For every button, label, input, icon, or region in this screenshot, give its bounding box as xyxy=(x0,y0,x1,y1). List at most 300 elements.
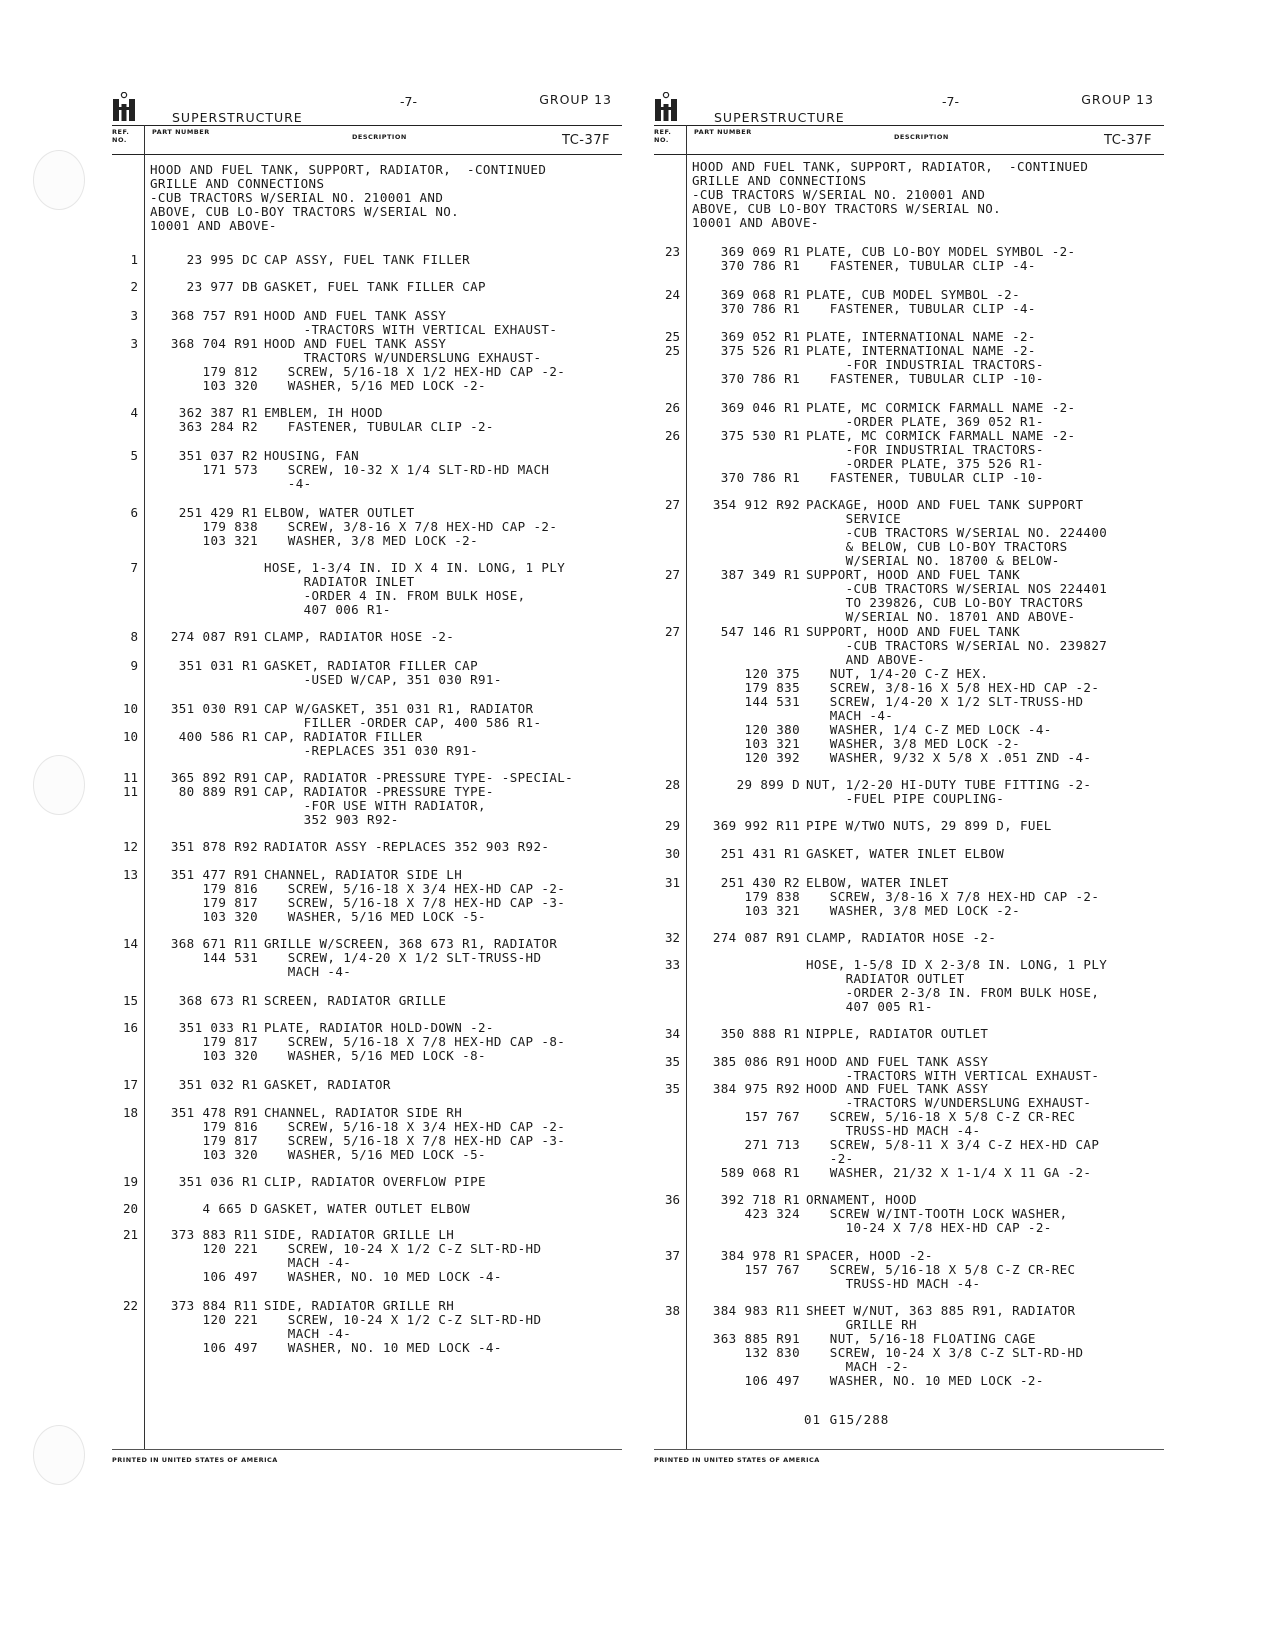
part-description: HOOD AND FUEL TANK ASSY xyxy=(264,308,447,323)
ref-number: 27 xyxy=(664,567,680,582)
left-parts-column xyxy=(112,88,622,1464)
part-description: 352 903 R92- xyxy=(264,812,399,827)
part-description: SCREW, 10-24 X 1/2 C-Z SLT-RD-HD xyxy=(264,1312,542,1327)
part-number: 144 531 xyxy=(202,950,258,965)
part-description: HOSE, 1-5/8 ID X 2-3/8 IN. LONG, 1 PLY xyxy=(806,957,1108,972)
part-number: 370 786 R1 xyxy=(720,470,800,485)
ref-number: 22 xyxy=(122,1298,138,1313)
part-description: MACH -4- xyxy=(806,708,894,723)
part-number: 271 713 xyxy=(744,1137,800,1152)
part-number: 373 884 R11 xyxy=(170,1298,258,1313)
part-description: -CUB TRACTORS W/SERIAL NO. 224400 xyxy=(806,525,1108,540)
part-number: 120 221 xyxy=(202,1312,258,1327)
part-description: SCREW, 5/16-18 X 7/8 HEX-HD CAP -3- xyxy=(264,1133,566,1148)
part-number: 103 321 xyxy=(744,736,800,751)
part-number: 369 069 R1 xyxy=(720,244,800,259)
part-number: 103 320 xyxy=(202,1147,258,1162)
intro-line: HOOD AND FUEL TANK, SUPPORT, RADIATOR, -CONTINUED xyxy=(692,159,1089,174)
section-title: SUPERSTRUCTURE xyxy=(714,110,845,125)
part-number: 251 431 R1 xyxy=(720,846,800,861)
ref-number: 1 xyxy=(130,252,138,267)
ref-number: 25 xyxy=(664,343,680,358)
part-description: -CUB TRACTORS W/SERIAL NO. 239827 xyxy=(806,638,1108,653)
ref-number: 31 xyxy=(664,875,680,890)
part-number: 103 321 xyxy=(202,533,258,548)
ref-number: 19 xyxy=(122,1174,138,1189)
part-description: PLATE, CUB MODEL SYMBOL -2- xyxy=(806,287,1020,302)
part-description: EMBLEM, IH HOOD xyxy=(264,405,383,420)
ref-number: 8 xyxy=(130,629,138,644)
ref-number: 10 xyxy=(122,701,138,716)
intro-line: HOOD AND FUEL TANK, SUPPORT, RADIATOR, -CONTINUED xyxy=(150,162,547,177)
ref-number: 12 xyxy=(122,839,138,854)
part-description: WASHER, 5/16 MED LOCK -5- xyxy=(264,909,486,924)
part-description: SCREW, 5/16-18 X 7/8 HEX-HD CAP -3- xyxy=(264,895,566,910)
part-description: -FOR INDUSTRIAL TRACTORS- xyxy=(806,357,1044,372)
page-number: -7- xyxy=(942,94,959,109)
ref-number: 2 xyxy=(130,279,138,294)
part-number: 368 673 R1 xyxy=(178,993,258,1008)
part-description: TRUSS-HD MACH -4- xyxy=(806,1123,981,1138)
ref-number: 30 xyxy=(664,846,680,861)
page-number: -7- xyxy=(400,94,417,109)
part-description: CLAMP, RADIATOR HOSE -2- xyxy=(264,629,455,644)
part-description: ELBOW, WATER INLET xyxy=(806,875,949,890)
part-number: 351 878 R92 xyxy=(170,839,258,854)
part-description: CHANNEL, RADIATOR SIDE RH xyxy=(264,1105,463,1120)
header-rule xyxy=(112,125,622,126)
ref-number: 3 xyxy=(130,308,138,323)
part-number: 179 817 xyxy=(202,1034,258,1049)
part-description: NUT, 1/4-20 C-Z HEX. xyxy=(806,666,989,681)
part-number: 369 046 R1 xyxy=(720,400,800,415)
part-number: 351 032 R1 xyxy=(178,1077,258,1092)
part-description: SIDE, RADIATOR GRILLE LH xyxy=(264,1227,455,1242)
ref-number: 13 xyxy=(122,867,138,882)
part-description: -TRACTORS WITH VERTICAL EXHAUST- xyxy=(264,322,558,337)
part-description: FASTENER, TUBULAR CLIP -10- xyxy=(806,470,1044,485)
ref-number: 11 xyxy=(122,784,138,799)
part-description: CAP, RADIATOR FILLER xyxy=(264,729,423,744)
part-number: 23 995 DC xyxy=(186,252,258,267)
part-description: WASHER, NO. 10 MED LOCK -2- xyxy=(806,1373,1044,1388)
part-description: WASHER, 3/8 MED LOCK -2- xyxy=(806,903,1020,918)
part-number: 157 767 xyxy=(744,1109,800,1124)
part-description: WASHER, NO. 10 MED LOCK -4- xyxy=(264,1269,502,1284)
part-description: SCREW, 5/16-18 X 5/8 C-Z CR-REC xyxy=(806,1109,1076,1124)
part-description: ELBOW, WATER OUTLET xyxy=(264,505,415,520)
part-number: 369 992 R11 xyxy=(712,818,800,833)
part-number: 274 087 R91 xyxy=(170,629,258,644)
header-rule xyxy=(654,125,1164,126)
header-rule xyxy=(654,154,1164,155)
ref-number: 18 xyxy=(122,1105,138,1120)
part-description: MACH -4- xyxy=(264,1255,352,1270)
ih-logo-icon xyxy=(654,92,678,122)
intro-line: ABOVE, CUB LO-BOY TRACTORS W/SERIAL NO. xyxy=(150,204,460,219)
part-description: W/SERIAL NO. 18700 & BELOW- xyxy=(806,553,1060,568)
part-number: 363 885 R91 xyxy=(712,1331,800,1346)
part-number: 120 380 xyxy=(744,722,800,737)
part-description: CAP W/GASKET, 351 031 R1, RADIATOR xyxy=(264,701,534,716)
part-description: 407 006 R1- xyxy=(264,602,391,617)
part-description: SIDE, RADIATOR GRILLE RH xyxy=(264,1298,455,1313)
part-description: PLATE, INTERNATIONAL NAME -2- xyxy=(806,343,1036,358)
part-description: CAP, RADIATOR -PRESSURE TYPE- xyxy=(264,784,494,799)
part-description: SCREW, 5/16-18 X 3/4 HEX-HD CAP -2- xyxy=(264,881,566,896)
group-label: GROUP 13 xyxy=(1081,92,1154,107)
part-description: PLATE, INTERNATIONAL NAME -2- xyxy=(806,329,1036,344)
part-description: SCREW, 5/16-18 X 1/2 HEX-HD CAP -2- xyxy=(264,364,566,379)
part-number: 369 068 R1 xyxy=(720,287,800,302)
part-description: MACH -2- xyxy=(806,1359,910,1374)
part-number: 384 978 R1 xyxy=(720,1248,800,1263)
ref-number: 38 xyxy=(664,1303,680,1318)
part-description: CAP ASSY, FUEL TANK FILLER xyxy=(264,252,471,267)
part-description: HOUSING, FAN xyxy=(264,448,360,463)
part-number: 589 068 R1 xyxy=(720,1165,800,1180)
ih-logo-icon xyxy=(112,92,136,122)
group-label: GROUP 13 xyxy=(539,92,612,107)
column-divider xyxy=(686,154,687,1449)
model-code: TC-37F xyxy=(1104,133,1152,148)
ref-number: 11 xyxy=(122,770,138,785)
ref-number: 35 xyxy=(664,1054,680,1069)
part-number: 29 899 D xyxy=(736,777,800,792)
part-description: -REPLACES 351 030 R91- xyxy=(264,743,478,758)
part-description: -2- xyxy=(806,1151,854,1166)
part-number: 171 573 xyxy=(202,462,258,477)
page-header xyxy=(654,88,1164,152)
part-description: SPACER, HOOD -2- xyxy=(806,1248,933,1263)
part-description: HOOD AND FUEL TANK ASSY xyxy=(806,1054,989,1069)
part-description: SCREW, 1/4-20 X 1/2 SLT-TRUSS-HD xyxy=(806,694,1084,709)
part-description: CAP, RADIATOR -PRESSURE TYPE- -SPECIAL- xyxy=(264,770,574,785)
part-description: -4- xyxy=(264,476,312,491)
part-description: MACH -4- xyxy=(264,964,352,979)
part-description: SCREW, 10-24 X 1/2 C-Z SLT-RD-HD xyxy=(264,1241,542,1256)
part-description: GRILLE W/SCREEN, 368 673 R1, RADIATOR xyxy=(264,936,558,951)
part-number: 384 975 R92 xyxy=(712,1081,800,1096)
printed-footer: PRINTED IN UNITED STATES OF AMERICA xyxy=(112,1456,278,1464)
part-number: 368 704 R91 xyxy=(170,336,258,351)
ref-number: 17 xyxy=(122,1077,138,1092)
part-description: GASKET, RADIATOR xyxy=(264,1077,391,1092)
part-description: RADIATOR ASSY -REPLACES 352 903 R92- xyxy=(264,839,550,854)
part-number: 103 321 xyxy=(744,903,800,918)
column-divider xyxy=(144,125,145,154)
part-number: 351 036 R1 xyxy=(178,1174,258,1189)
part-number: 362 387 R1 xyxy=(178,405,258,420)
ref-number: 21 xyxy=(122,1227,138,1242)
part-number: 363 284 R2 xyxy=(178,419,258,434)
part-number: 103 320 xyxy=(202,909,258,924)
binder-hole xyxy=(33,755,85,815)
part-number: 392 718 R1 xyxy=(720,1192,800,1207)
ref-number: 16 xyxy=(122,1020,138,1035)
part-description: -ORDER 2-3/8 IN. FROM BULK HOSE, xyxy=(806,985,1100,1000)
ref-number: 27 xyxy=(664,497,680,512)
ref-number: 29 xyxy=(664,818,680,833)
part-description: SUPPORT, HOOD AND FUEL TANK xyxy=(806,567,1020,582)
part-description: CHANNEL, RADIATOR SIDE LH xyxy=(264,867,463,882)
ref-number: 28 xyxy=(664,777,680,792)
part-number-heading: PART NUMBER xyxy=(152,128,210,136)
part-description: GASKET, RADIATOR FILLER CAP xyxy=(264,658,478,673)
part-number: 179 835 xyxy=(744,680,800,695)
part-description: RADIATOR OUTLET xyxy=(806,971,965,986)
part-number: 375 526 R1 xyxy=(720,343,800,358)
part-description: WASHER, 21/32 X 1-1/4 X 11 GA -2- xyxy=(806,1165,1092,1180)
ref-number: 15 xyxy=(122,993,138,1008)
page-header xyxy=(112,88,622,152)
part-description: HOOD AND FUEL TANK ASSY xyxy=(264,336,447,351)
part-description: PLATE, RADIATOR HOLD-DOWN -2- xyxy=(264,1020,494,1035)
part-number: 385 086 R91 xyxy=(712,1054,800,1069)
part-description: WASHER, 9/32 X 5/8 X .051 ZND -4- xyxy=(806,750,1092,765)
ref-number: 34 xyxy=(664,1026,680,1041)
part-description: WASHER, 5/16 MED LOCK -5- xyxy=(264,1147,486,1162)
part-description: NUT, 5/16-18 FLOATING CAGE xyxy=(806,1331,1036,1346)
part-number: 387 349 R1 xyxy=(720,567,800,582)
part-number: 251 430 R2 xyxy=(720,875,800,890)
part-description: GASKET, WATER INLET ELBOW xyxy=(806,846,1005,861)
ref-number: 3 xyxy=(130,336,138,351)
description-heading: DESCRIPTION xyxy=(352,133,407,141)
part-description: SCREW, 5/16-18 X 5/8 C-Z CR-REC xyxy=(806,1262,1076,1277)
part-description: SCREW, 3/8-16 X 7/8 HEX-HD CAP -2- xyxy=(264,519,558,534)
part-description: WASHER, 3/8 MED LOCK -2- xyxy=(264,533,478,548)
part-description: SCREW, 1/4-20 X 1/2 SLT-TRUSS-HD xyxy=(264,950,542,965)
part-number: 179 817 xyxy=(202,895,258,910)
part-number: 370 786 R1 xyxy=(720,371,800,386)
part-description: CLAMP, RADIATOR HOSE -2- xyxy=(806,930,997,945)
part-description: -FUEL PIPE COUPLING- xyxy=(806,791,1005,806)
part-description: PLATE, MC CORMICK FARMALL NAME -2- xyxy=(806,400,1076,415)
part-description: SCREW, 3/8-16 X 7/8 HEX-HD CAP -2- xyxy=(806,889,1100,904)
part-description: WASHER, NO. 10 MED LOCK -4- xyxy=(264,1340,502,1355)
part-number: 179 812 xyxy=(202,364,258,379)
part-description: FASTENER, TUBULAR CLIP -4- xyxy=(806,258,1036,273)
part-number: 368 671 R11 xyxy=(170,936,258,951)
part-number: 179 838 xyxy=(744,889,800,904)
part-description: SCREW, 5/16-18 X 7/8 HEX-HD CAP -8- xyxy=(264,1034,566,1049)
part-description: NUT, 1/2-20 HI-DUTY TUBE FITTING -2- xyxy=(806,777,1092,792)
part-description: FASTENER, TUBULAR CLIP -4- xyxy=(806,301,1036,316)
binder-hole xyxy=(33,1425,85,1485)
part-number: 4 665 D xyxy=(202,1201,258,1216)
part-number: 80 889 R91 xyxy=(178,784,258,799)
part-description: W/SERIAL NO. 18701 AND ABOVE- xyxy=(806,609,1076,624)
part-number: 351 030 R91 xyxy=(170,701,258,716)
ref-number: 20 xyxy=(122,1201,138,1216)
part-description: -CUB TRACTORS W/SERIAL NOS 224401 xyxy=(806,581,1108,596)
ref-number: 36 xyxy=(664,1192,680,1207)
ref-no-heading: REF. NO. xyxy=(654,128,672,144)
part-description: ORNAMENT, HOOD xyxy=(806,1192,917,1207)
part-number: 351 477 R91 xyxy=(170,867,258,882)
part-number: 423 324 xyxy=(744,1206,800,1221)
part-number: 274 087 R91 xyxy=(712,930,800,945)
part-description: TRUSS-HD MACH -4- xyxy=(806,1276,981,1291)
part-description: -USED W/CAP, 351 030 R91- xyxy=(264,672,502,687)
header-rule xyxy=(112,154,622,155)
part-number: 354 912 R92 xyxy=(712,497,800,512)
part-number: 373 883 R11 xyxy=(170,1227,258,1242)
part-number: 106 497 xyxy=(202,1340,258,1355)
part-description: SCREW, 3/8-16 X 5/8 HEX-HD CAP -2- xyxy=(806,680,1100,695)
ref-number: 4 xyxy=(130,405,138,420)
part-description: HOSE, 1-3/4 IN. ID X 4 IN. LONG, 1 PLY xyxy=(264,560,566,575)
part-description: GASKET, WATER OUTLET ELBOW xyxy=(264,1201,471,1216)
column-divider xyxy=(686,125,687,154)
part-number: 351 033 R1 xyxy=(178,1020,258,1035)
ref-no-heading: REF. NO. xyxy=(112,128,130,144)
part-number: 106 497 xyxy=(744,1373,800,1388)
part-description: -ORDER PLATE, 375 526 R1- xyxy=(806,456,1044,471)
part-number: 144 531 xyxy=(744,694,800,709)
part-number: 547 146 R1 xyxy=(720,624,800,639)
part-description: SCREW, 10-24 X 3/8 C-Z SLT-RD-HD xyxy=(806,1345,1084,1360)
intro-line: GRILLE AND CONNECTIONS xyxy=(150,176,325,191)
part-number: 350 888 R1 xyxy=(720,1026,800,1041)
bottom-rule xyxy=(654,1449,1164,1450)
intro-line: -CUB TRACTORS W/SERIAL NO. 210001 AND xyxy=(150,190,444,205)
part-description: -FOR INDUSTRIAL TRACTORS- xyxy=(806,442,1044,457)
part-description: HOOD AND FUEL TANK ASSY xyxy=(806,1081,989,1096)
part-number: 120 221 xyxy=(202,1241,258,1256)
ref-number: 32 xyxy=(664,930,680,945)
part-description: WASHER, 5/16 MED LOCK -2- xyxy=(264,378,486,393)
part-description: -FOR USE WITH RADIATOR, xyxy=(264,798,486,813)
part-number: 368 757 R91 xyxy=(170,308,258,323)
part-description: CLIP, RADIATOR OVERFLOW PIPE xyxy=(264,1174,486,1189)
part-description: -ORDER PLATE, 369 052 R1- xyxy=(806,414,1044,429)
ref-number: 10 xyxy=(122,729,138,744)
part-description: AND ABOVE- xyxy=(806,652,925,667)
section-title: SUPERSTRUCTURE xyxy=(172,110,303,125)
part-description: WASHER, 5/16 MED LOCK -8- xyxy=(264,1048,486,1063)
ref-number: 37 xyxy=(664,1248,680,1263)
part-description: PLATE, MC CORMICK FARMALL NAME -2- xyxy=(806,428,1076,443)
ref-number: 25 xyxy=(664,329,680,344)
right-parts-column xyxy=(654,88,1164,1464)
part-description: 407 005 R1- xyxy=(806,999,933,1014)
ref-number: 26 xyxy=(664,400,680,415)
part-number: 365 892 R91 xyxy=(170,770,258,785)
part-description: SHEET W/NUT, 363 885 R91, RADIATOR xyxy=(806,1303,1076,1318)
bottom-rule xyxy=(112,1449,622,1450)
part-number: 132 830 xyxy=(744,1345,800,1360)
document-code: 01 G15/288 xyxy=(804,1412,890,1427)
part-number: 400 586 R1 xyxy=(178,729,258,744)
part-number: 351 037 R2 xyxy=(178,448,258,463)
part-number: 106 497 xyxy=(202,1269,258,1284)
part-description: SUPPORT, HOOD AND FUEL TANK xyxy=(806,624,1020,639)
part-description: FILLER -ORDER CAP, 400 586 R1- xyxy=(264,715,542,730)
intro-line: -CUB TRACTORS W/SERIAL NO. 210001 AND xyxy=(692,187,986,202)
part-description: PACKAGE, HOOD AND FUEL TANK SUPPORT xyxy=(806,497,1084,512)
part-number: 375 530 R1 xyxy=(720,428,800,443)
part-description: MACH -4- xyxy=(264,1326,352,1341)
part-description: SCREEN, RADIATOR GRILLE xyxy=(264,993,447,1008)
ref-number: 5 xyxy=(130,448,138,463)
part-description: SERVICE xyxy=(806,511,902,526)
part-number: 369 052 R1 xyxy=(720,329,800,344)
part-description: GRILLE RH xyxy=(806,1317,917,1332)
column-divider xyxy=(144,154,145,1449)
intro-line: 10001 AND ABOVE- xyxy=(692,215,819,230)
part-description: SCREW, 5/16-18 X 3/4 HEX-HD CAP -2- xyxy=(264,1119,566,1134)
part-description: PIPE W/TWO NUTS, 29 899 D, FUEL xyxy=(806,818,1052,833)
ref-number: 23 xyxy=(664,244,680,259)
part-number: 179 816 xyxy=(202,1119,258,1134)
intro-line: GRILLE AND CONNECTIONS xyxy=(692,173,867,188)
part-description: -TRACTORS WITH VERTICAL EXHAUST- xyxy=(806,1068,1100,1083)
part-description: TRACTORS W/UNDERSLUNG EXHAUST- xyxy=(264,350,542,365)
part-number: 251 429 R1 xyxy=(178,505,258,520)
ref-number: 6 xyxy=(130,505,138,520)
ref-number: 9 xyxy=(130,658,138,673)
part-description: SCREW, 5/8-11 X 3/4 C-Z HEX-HD CAP xyxy=(806,1137,1100,1152)
model-code: TC-37F xyxy=(562,133,610,148)
ref-number: 24 xyxy=(664,287,680,302)
ref-number: 7 xyxy=(130,560,138,575)
intro-line: ABOVE, CUB LO-BOY TRACTORS W/SERIAL NO. xyxy=(692,201,1002,216)
part-number-heading: PART NUMBER xyxy=(694,128,752,136)
part-number: 23 977 DB xyxy=(186,279,258,294)
part-description: SCREW, 10-32 X 1/4 SLT-RD-HD MACH xyxy=(264,462,550,477)
part-number: 120 392 xyxy=(744,750,800,765)
description-heading: DESCRIPTION xyxy=(894,133,949,141)
part-description: FASTENER, TUBULAR CLIP -10- xyxy=(806,371,1044,386)
part-number: 103 320 xyxy=(202,1048,258,1063)
part-number: 351 478 R91 xyxy=(170,1105,258,1120)
part-description: WASHER, 1/4 C-Z MED LOCK -4- xyxy=(806,722,1052,737)
ref-number: 14 xyxy=(122,936,138,951)
part-description: FASTENER, TUBULAR CLIP -2- xyxy=(264,419,494,434)
part-description: RADIATOR INLET xyxy=(264,574,415,589)
part-description: -TRACTORS W/UNDERSLUNG EXHAUST- xyxy=(806,1095,1092,1110)
part-description: GASKET, FUEL TANK FILLER CAP xyxy=(264,279,486,294)
part-number: 384 983 R11 xyxy=(712,1303,800,1318)
part-number: 370 786 R1 xyxy=(720,258,800,273)
ref-number: 27 xyxy=(664,624,680,639)
part-description: & BELOW, CUB LO-BOY TRACTORS xyxy=(806,539,1068,554)
part-description: NIPPLE, RADIATOR OUTLET xyxy=(806,1026,989,1041)
part-description: 10-24 X 7/8 HEX-HD CAP -2- xyxy=(806,1220,1052,1235)
part-number: 351 031 R1 xyxy=(178,658,258,673)
part-number: 370 786 R1 xyxy=(720,301,800,316)
ref-number: 35 xyxy=(664,1081,680,1096)
binder-hole xyxy=(33,150,85,210)
printed-footer: PRINTED IN UNITED STATES OF AMERICA xyxy=(654,1456,820,1464)
part-description: SCREW W/INT-TOOTH LOCK WASHER, xyxy=(806,1206,1068,1221)
part-description: TO 239826, CUB LO-BOY TRACTORS xyxy=(806,595,1084,610)
part-number: 179 838 xyxy=(202,519,258,534)
ref-number: 26 xyxy=(664,428,680,443)
part-description: -ORDER 4 IN. FROM BULK HOSE, xyxy=(264,588,526,603)
ref-number: 33 xyxy=(664,957,680,972)
part-description: WASHER, 3/8 MED LOCK -2- xyxy=(806,736,1020,751)
part-number: 120 375 xyxy=(744,666,800,681)
intro-line: 10001 AND ABOVE- xyxy=(150,218,277,233)
part-number: 179 817 xyxy=(202,1133,258,1148)
part-description: PLATE, CUB LO-BOY MODEL SYMBOL -2- xyxy=(806,244,1076,259)
part-number: 103 320 xyxy=(202,378,258,393)
part-number: 179 816 xyxy=(202,881,258,896)
part-number: 157 767 xyxy=(744,1262,800,1277)
